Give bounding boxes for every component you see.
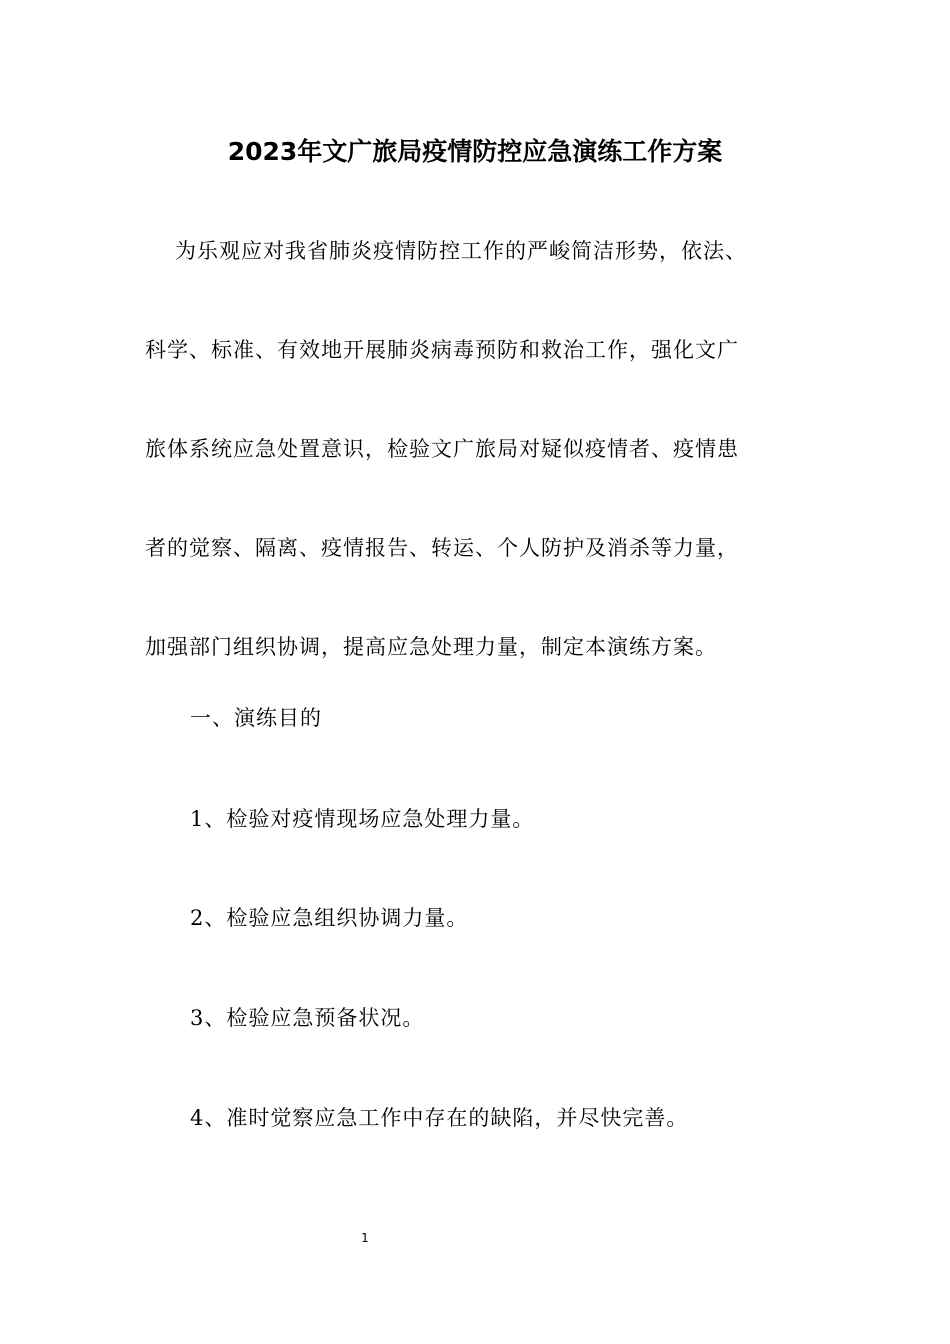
intro-line: 者的觉察、隔离、疫情报告、转运、个人防护及消杀等力量， [145,536,739,560]
document-title: 2023年文广旅局疫情防控应急演练工作方案 [227,137,723,166]
list-item: 2、检验应急组织协调力量。 [190,906,469,930]
intro-line: 科学、标准、有效地开展肺炎病毒预防和救治工作，强化文广 [145,338,739,362]
intro-line: 为乐观应对我省肺炎疫情防控工作的严峻简洁形势，依法、 [175,239,747,263]
list-item: 3、检验应急预备状况。 [190,1006,425,1030]
intro-line: 旅体系统应急处置意识，检验文广旅局对疑似疫情者、疫情患 [145,437,739,461]
section-heading: 一、演练目的 [190,706,322,730]
list-item: 1、检验对疫情现场应急处理力量。 [190,807,535,831]
page-number: 1 [361,1231,369,1245]
list-item: 4、准时觉察应急工作中存在的缺陷，并尽快完善。 [190,1106,689,1130]
intro-line: 加强部门组织协调，提高应急处理力量，制定本演练方案。 [145,635,717,659]
intro-paragraph [145,202,805,697]
